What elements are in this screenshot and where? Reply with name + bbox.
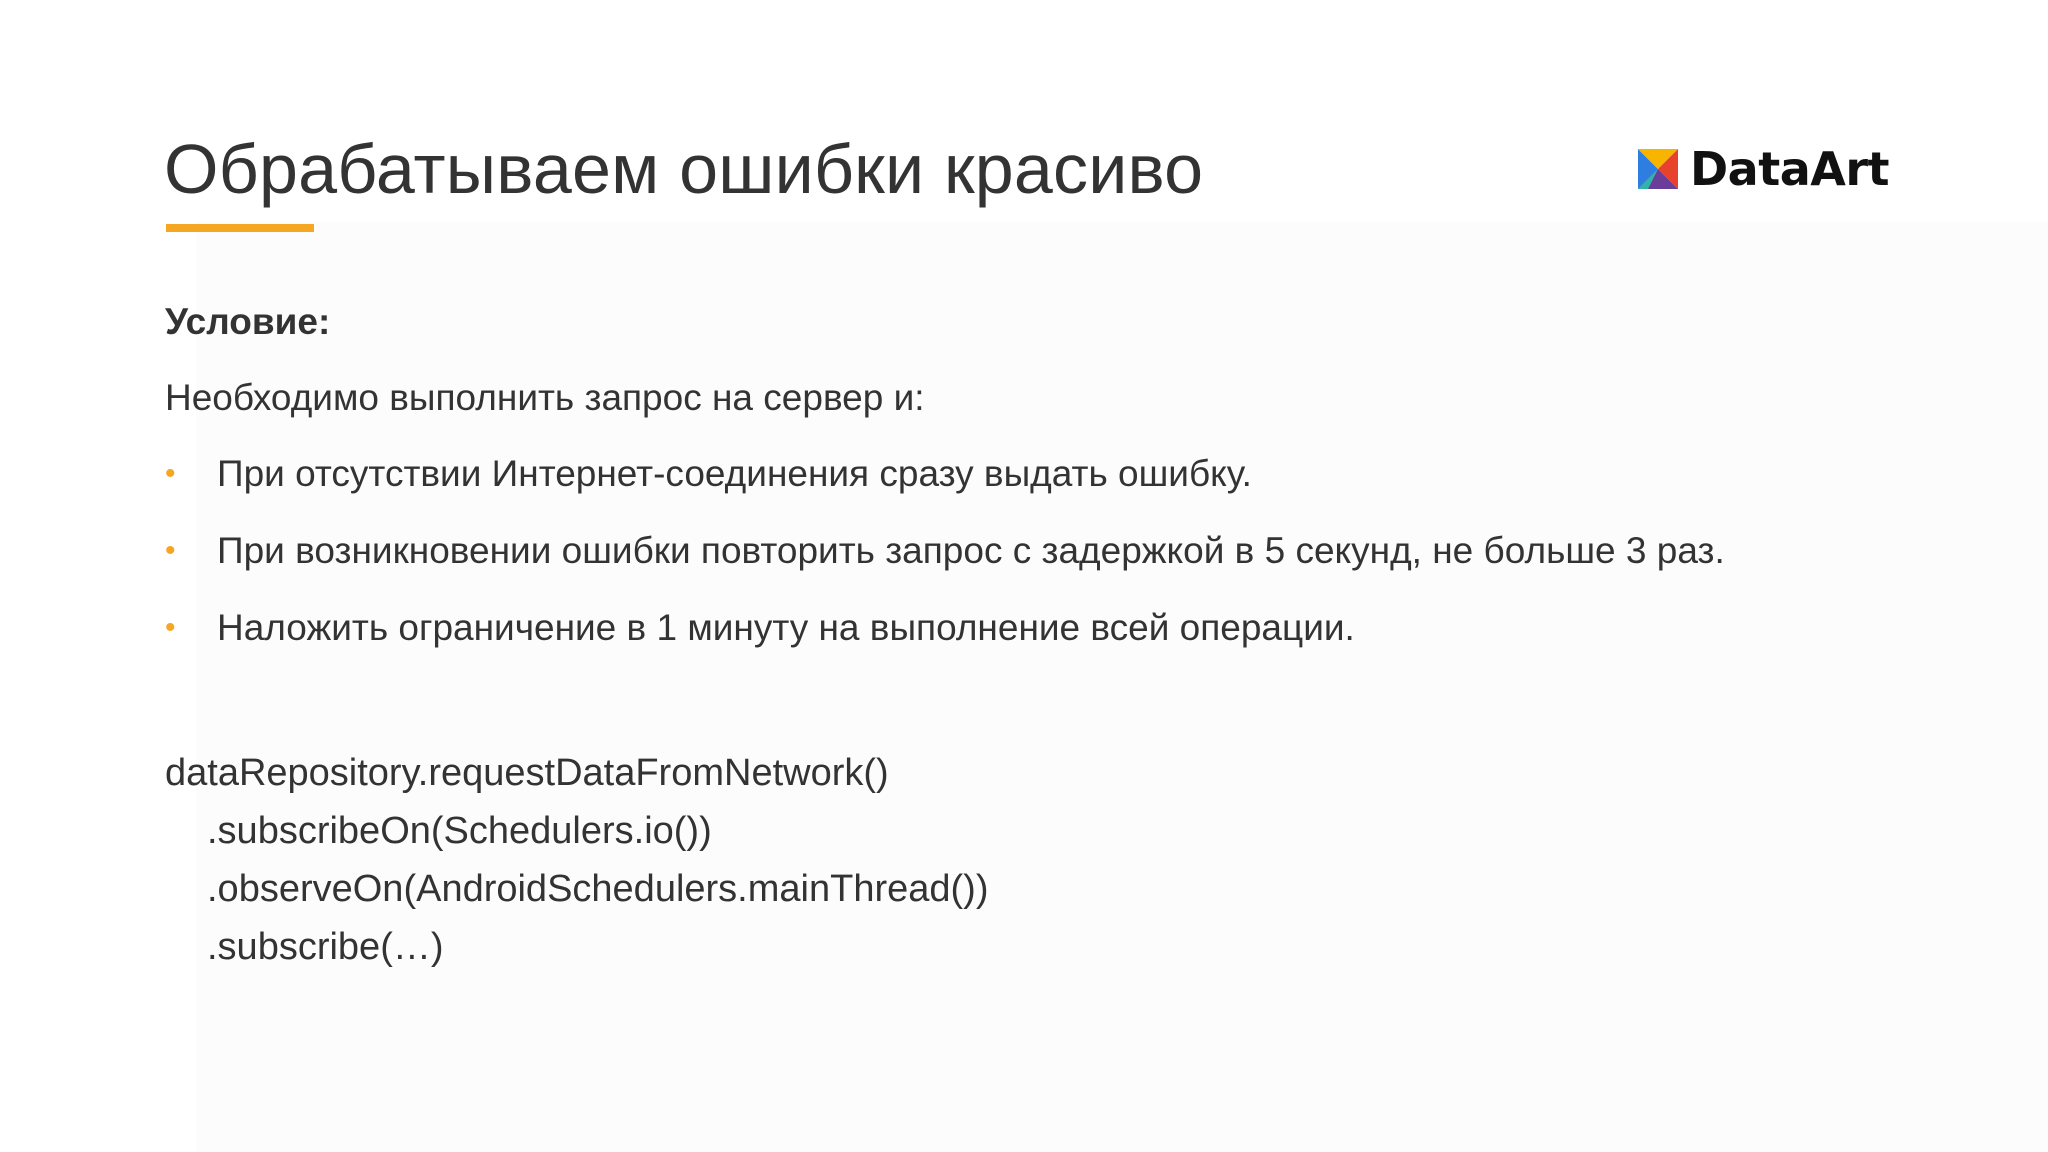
intro-text: Необходимо выполнить запрос на сервер и: [165,377,925,418]
title-underline [166,224,314,232]
bullet-icon: • [165,611,176,644]
code-line: .subscribe(…) [207,926,444,968]
bullet-text: При отсутствии Интернет-соединения сразу выдать ошибку. [217,453,1252,494]
slide-title: Обрабатываем ошибки красиво [164,130,1204,208]
code-block [165,744,988,976]
code-line: dataRepository.requestDataFromNetwork() [165,752,889,794]
code-line: .observeOn(AndroidSchedulers.mainThread()) [207,868,989,910]
dataart-logo-icon [1638,149,1678,189]
content-background [196,222,2048,1152]
code-line: .subscribeOn(Schedulers.io()) [207,810,712,852]
bullet-text: Наложить ограничение в 1 минуту на выполнение всей операции. [217,607,1355,648]
bullet-icon: • [165,457,176,490]
condition-label: Условие: [165,301,331,342]
bullet-text: При возникновении ошибки повторить запрос с задержкой в 5 секунд, не больше 3 раз. [217,530,1725,571]
bullet-icon: • [165,534,176,567]
logo-text: DataArt [1690,142,1890,196]
dataart-logo [1638,142,1890,196]
